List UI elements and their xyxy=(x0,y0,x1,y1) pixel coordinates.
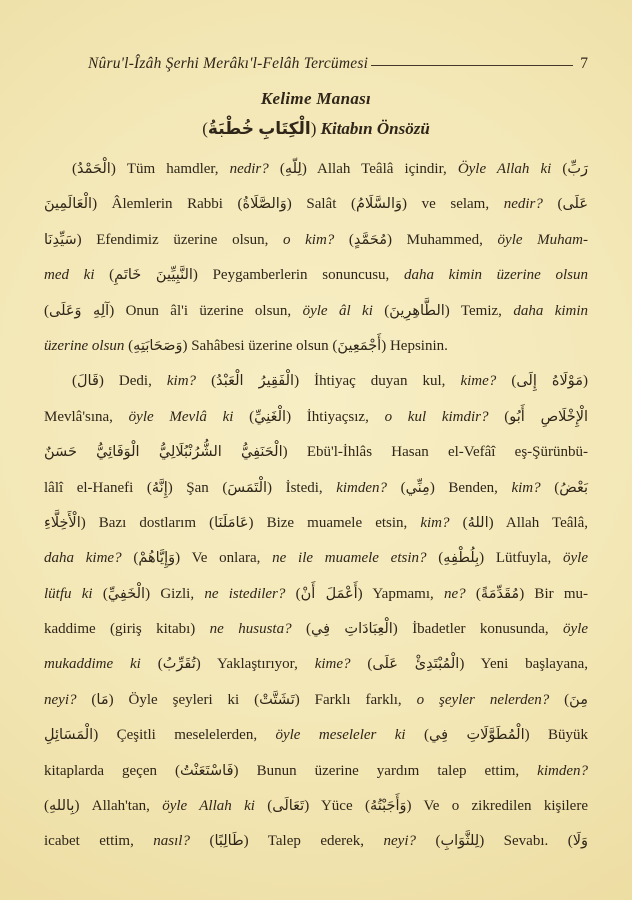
text-segment: ) İstedi, xyxy=(267,479,337,496)
arabic-word: الْأَخِلَّاءِ xyxy=(44,514,81,531)
arabic-word: عَلَى xyxy=(562,196,589,213)
text-segment: ( xyxy=(549,691,570,708)
text-segment: ( xyxy=(72,161,77,177)
arabic-word: بَعْضُ xyxy=(559,479,588,496)
text-segment: icabet ettim, xyxy=(44,833,154,850)
text-segment: ) Tüm hamdler, xyxy=(110,161,230,177)
arabic-word: الْمُطَوَّلَاتِ xyxy=(466,727,525,744)
body-line xyxy=(44,718,588,753)
text-segment: ( xyxy=(72,373,77,390)
text-segment: nasıl? xyxy=(153,833,190,850)
text-segment: ( xyxy=(189,833,215,850)
arabic-word: بِلُطْفِهِ xyxy=(443,550,480,567)
arabic-word: طَالِبًا xyxy=(214,833,244,850)
text-segment: ) Farklı farklı, xyxy=(294,691,417,708)
arabic-word: تَعَالَى xyxy=(272,798,305,815)
text-segment: öyle xyxy=(563,550,588,567)
arabic-word: إِنَّهُ xyxy=(151,479,168,496)
body-line xyxy=(44,683,588,718)
arabic-word: أَنْ xyxy=(300,585,316,602)
text-segment: med ki xyxy=(44,267,95,284)
text-segment: daha kimin üzerine olsun xyxy=(403,267,588,284)
text-segment: ( xyxy=(551,161,568,177)
text-segment: ) Yüce ( xyxy=(304,798,370,815)
subtitle xyxy=(0,114,632,144)
body-line xyxy=(44,329,588,364)
arabic-word: الْعَبْدُ xyxy=(216,373,244,390)
text-segment: öyle xyxy=(563,621,589,638)
text-segment: ( xyxy=(233,408,255,425)
text-segment: kaddime (giriş kitabı) xyxy=(44,621,210,638)
arabic-word: لِلثَّوَابِ xyxy=(440,833,480,850)
text-segment: kimden? xyxy=(537,762,588,779)
text-segment: ) Bir mu- xyxy=(519,585,589,602)
arabic-word: الْحَمْدُ xyxy=(77,161,111,177)
text-segment: o kul kimdir? xyxy=(384,408,489,425)
text-segment: kim? xyxy=(511,479,541,496)
arabic-word: وَأَجَبْتُهُ xyxy=(369,798,407,815)
running-title: Nûru'l-Îzâh Şerhi Merâkı'l-Felâh Tercümesi xyxy=(88,55,369,72)
text-segment: ) Ebü'l-İhlâs Hasan el-Vefâî eş-Şürünbü- xyxy=(282,444,589,461)
text-segment: ( xyxy=(350,656,373,673)
body-line xyxy=(44,294,588,329)
text-segment: Kitabın Önsözü xyxy=(320,119,430,138)
text-segment: ) Allah Teâlâ içindir, xyxy=(301,161,458,177)
arabic-word: الْإِخْلَاصِ xyxy=(540,408,589,425)
text-segment: kimden? xyxy=(336,479,388,496)
arabic-word: بِاللهِ xyxy=(49,798,75,815)
text-segment: ) Yapmamı, xyxy=(357,585,444,602)
text-segment: ne hususta? xyxy=(209,621,292,638)
text-segment: ) Onun âl'i üzerine olsun, xyxy=(109,302,303,319)
arabic-word: رَبِّ xyxy=(567,161,588,177)
text-segment: ) xyxy=(583,373,589,390)
arabic-word: مُقَدِّمَةً xyxy=(480,585,520,602)
text-segment: ) Gizli, xyxy=(145,585,205,602)
text-segment: ) Bunun üzerine yardım talep ettim, xyxy=(233,762,538,779)
body-text xyxy=(0,152,632,860)
text-segment: daha kimin xyxy=(513,302,589,319)
arabic-word: عَامَلَنَا xyxy=(214,514,249,531)
text-segment: ( xyxy=(94,267,115,284)
arabic-word: إِلَى xyxy=(516,373,537,390)
text-segment: ( xyxy=(44,798,49,815)
body-line xyxy=(44,754,588,789)
arabic-word: اللهُ xyxy=(467,514,489,531)
text-segment: ( xyxy=(202,119,208,138)
arabic-word: قَالَ xyxy=(77,373,99,390)
arabic-word: أَجْمَعِينَ xyxy=(337,337,382,354)
arabic-word: مَا xyxy=(96,691,109,708)
text-segment: nedir? xyxy=(503,196,543,213)
page-header xyxy=(0,0,632,74)
arabic-word: أَبُو xyxy=(509,408,525,425)
text-segment: neyi? xyxy=(44,691,77,708)
text-segment: ) Çeşitli meselelerden, xyxy=(93,727,276,744)
arabic-word: تَشَتَّتْ xyxy=(259,691,295,708)
text-segment: ) xyxy=(310,119,321,138)
text-segment: ( xyxy=(44,302,49,319)
arabic-word: لِلّهِ xyxy=(284,161,302,177)
arabic-word: مِنَ xyxy=(569,691,588,708)
text-segment: ( xyxy=(285,585,301,602)
arabic-word: الْفَقِيرُ xyxy=(258,373,295,390)
body-line xyxy=(44,364,588,399)
arabic-word: سَيِّدِنَا xyxy=(44,231,77,248)
arabic-word: الْتَمَسَ xyxy=(227,479,268,496)
text-segment: ) ve selam, xyxy=(402,196,504,213)
text-segment: ne ile muamele etsin? xyxy=(272,550,427,567)
body-line xyxy=(44,223,588,258)
text-segment: öyle Allah ki xyxy=(162,798,255,815)
text-segment: ) Yeni başlayana, xyxy=(459,656,589,673)
text-segment: ( xyxy=(196,373,217,390)
text-segment: ) Allah'tan, xyxy=(74,798,163,815)
arabic-word: الْمُبْتَدِئْ xyxy=(414,656,460,673)
arabic-word: فَاسْتَعَنْتُ xyxy=(180,762,234,779)
text-segment: ( xyxy=(496,373,517,390)
text-segment: ( xyxy=(372,302,390,319)
text-segment: ) Âlemlerin Rabbi ( xyxy=(92,196,243,213)
body-line xyxy=(44,471,588,506)
text-segment: ( xyxy=(488,408,510,425)
text-segment: ) Öyle şeyleri ki ( xyxy=(108,691,260,708)
arabic-word: الْعِبَادَاتِ xyxy=(344,621,393,638)
text-segment: kim? xyxy=(166,373,197,390)
arabic-word: الْكِتَابِ xyxy=(258,119,311,139)
body-line xyxy=(44,824,588,859)
text-segment: kime? xyxy=(314,656,351,673)
arabic-word: عَلَى xyxy=(372,656,398,673)
arabic-word: الْعَالَمِينَ xyxy=(44,196,93,213)
text-segment: ( xyxy=(540,479,560,496)
text-segment: ) Yaklaştırıyor, xyxy=(195,656,315,673)
text-segment: ( xyxy=(121,550,139,567)
text-segment: ) Allah Teâlâ, xyxy=(488,514,589,531)
body-line xyxy=(44,258,588,293)
arabic-word: خَاتَمِ xyxy=(114,267,142,284)
text-segment: ) Bize muamele etsin, xyxy=(248,514,421,531)
text-segment: Mevlâ'sına, xyxy=(44,408,129,425)
arabic-word: الطَّاهِرِينَ xyxy=(389,302,445,319)
text-segment: ( xyxy=(92,585,108,602)
arabic-word: الْخَفِيِّ xyxy=(107,585,146,602)
arabic-word: وَإِيَّاهُمْ xyxy=(138,550,176,567)
arabic-word: فِي xyxy=(429,727,449,744)
text-segment: ( xyxy=(76,691,97,708)
text-segment: ( xyxy=(254,798,273,815)
arabic-word: وَعَلَى xyxy=(49,302,82,319)
text-segment: Öyle Allah ki xyxy=(457,161,552,177)
text-segment: ( xyxy=(542,196,563,213)
text-segment: nedir? xyxy=(229,161,269,177)
arabic-word: وَلَا xyxy=(572,833,588,850)
body-line xyxy=(44,152,588,187)
text-segment: ) Ve onlara, xyxy=(175,550,273,567)
text-segment: ) Bazı dostlarım ( xyxy=(80,514,215,531)
text-segment: ( xyxy=(334,231,354,248)
arabic-word: آلِهِ xyxy=(92,302,110,319)
text-segment: lâlî el-Hanefi ( xyxy=(44,479,152,496)
text-segment: kim? xyxy=(420,514,450,531)
text-segment: ( xyxy=(449,514,468,531)
text-segment: öyle Muham- xyxy=(497,231,588,248)
section-title: Kelime Manası xyxy=(260,89,372,108)
text-segment: o kim? xyxy=(282,231,335,248)
text-segment: daha kime? xyxy=(44,550,122,567)
page-number: 7 xyxy=(580,55,588,72)
text-segment: ( xyxy=(268,161,285,177)
arabic-word: خُطْبَةُ xyxy=(207,119,254,139)
text-segment: ( xyxy=(124,337,134,354)
header-rule xyxy=(371,65,573,67)
text-segment: ) Şan ( xyxy=(167,479,228,496)
text-segment: ) Ve o zikredilen kişilere xyxy=(406,798,588,815)
text-segment: o şeyler nelerden? xyxy=(416,691,550,708)
text-segment: ) Benden, xyxy=(429,479,512,496)
body-line xyxy=(44,187,588,222)
text-segment: ) Büyük xyxy=(524,727,589,744)
text-segment: öyle meseleler ki xyxy=(275,727,406,744)
arabic-word: فِي xyxy=(310,621,331,638)
text-segment: ) Dedi, xyxy=(98,373,167,390)
arabic-word: مَوْلَاهُ xyxy=(551,373,584,390)
arabic-word: تُقَرِّبُ xyxy=(162,656,196,673)
text-segment: öyle âl ki xyxy=(302,302,373,319)
text-segment: ( xyxy=(405,727,430,744)
text-segment: ) Sevabı. ( xyxy=(479,833,573,850)
arabic-word: النَّبِيِّينَ xyxy=(155,267,193,284)
arabic-word: وَصَحَابَتِهِ xyxy=(133,337,183,354)
text-segment: ) Peygamberlerin sonuncusu, xyxy=(192,267,404,284)
text-segment: ( xyxy=(465,585,481,602)
text-segment: ) İhtiyaç duyan kul, xyxy=(294,373,461,390)
text-segment: ( xyxy=(140,656,163,673)
text-segment: kitaplarda geçen ( xyxy=(44,762,181,779)
text-segment: ) Talep ederek, xyxy=(243,833,384,850)
arabic-word: الْحَنَفِيُّ xyxy=(241,444,283,461)
arabic-word: حَسَنٌ xyxy=(44,444,77,461)
text-segment: ) Sahâbesi üzerine olsun ( xyxy=(182,337,338,354)
text-segment: üzerine olsun xyxy=(44,337,125,354)
body-line xyxy=(44,612,588,647)
body-line xyxy=(44,577,588,612)
text-segment: ) İhtiyaçsız, xyxy=(286,408,385,425)
text-segment: ) Temiz, xyxy=(444,302,514,319)
text-segment: ) Efendimiz üzerine olsun, xyxy=(76,231,283,248)
text-segment: ) Muhammed, xyxy=(387,231,498,248)
text-segment: ) Salât ( xyxy=(286,196,356,213)
text-segment: mukaddime ki xyxy=(44,656,141,673)
arabic-word: أَعْمَلَ xyxy=(325,585,358,602)
text-segment: ( xyxy=(416,833,441,850)
text-segment: ne? xyxy=(444,585,466,602)
arabic-word: مِنِّي xyxy=(405,479,430,496)
text-segment: ) İbadetler konusunda, xyxy=(392,621,564,638)
arabic-word: الْوَفَائِيُّ xyxy=(96,444,140,461)
body-line xyxy=(44,400,588,435)
arabic-word: الشُّرُنْبُلَالِيُّ xyxy=(158,444,222,461)
body-line xyxy=(44,435,588,470)
arabic-word: وَالصَّلَاةُ xyxy=(242,196,287,213)
arabic-word: مُحَمَّدٍ xyxy=(353,231,388,248)
text-segment: ( xyxy=(291,621,311,638)
text-segment: ) Hepsinin. xyxy=(381,337,448,354)
body-line xyxy=(44,506,588,541)
text-segment: ne istediler? xyxy=(204,585,286,602)
text-segment: ( xyxy=(387,479,406,496)
arabic-word: الْغَنِيِّ xyxy=(254,408,287,425)
text-segment: öyle Mevlâ ki xyxy=(128,408,234,425)
text-segment: lütfu ki xyxy=(44,585,93,602)
text-segment: ) Lütfuyla, xyxy=(479,550,564,567)
text-segment: ( xyxy=(426,550,444,567)
text-segment: kime? xyxy=(460,373,497,390)
body-line xyxy=(44,647,588,682)
text-segment: neyi? xyxy=(383,833,416,850)
body-line xyxy=(44,789,588,824)
arabic-word: وَالسَّلَامُ xyxy=(355,196,402,213)
body-line xyxy=(44,541,588,576)
arabic-word: الْمَسَائِلِ xyxy=(44,727,94,744)
